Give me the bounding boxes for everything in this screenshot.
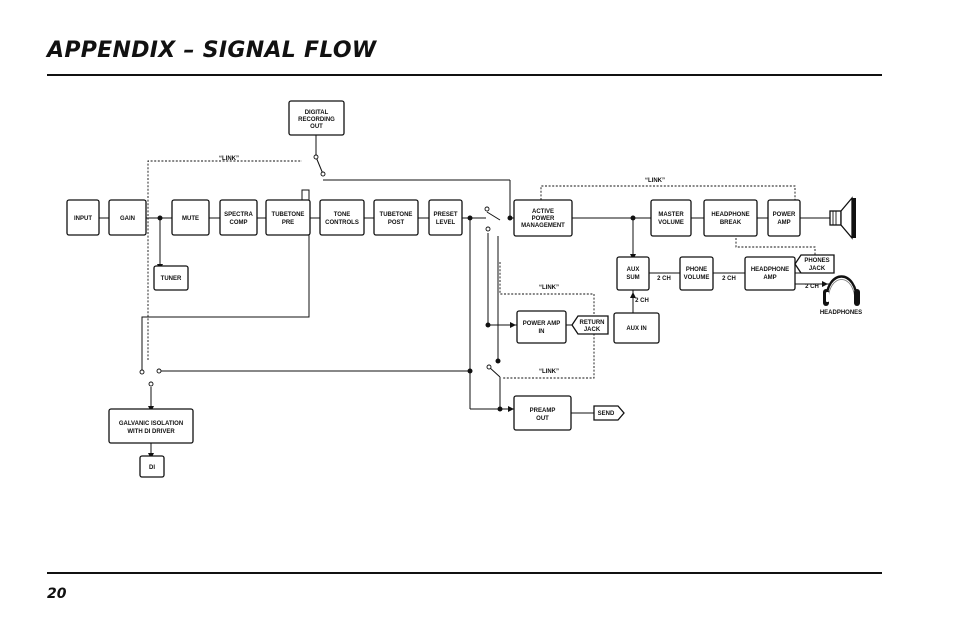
block-headphone-break <box>704 200 757 236</box>
block-tubetone-post-line2: POST <box>387 220 405 226</box>
block-galvanic-isolation-line1: GALVANIC ISOLATION <box>118 421 184 427</box>
block-phone-volume <box>680 257 713 290</box>
block-digital-recording-out <box>289 101 344 135</box>
connector-phones-jack-line2: JACK <box>808 266 826 272</box>
block-di <box>140 456 164 477</box>
block-tubetone-post <box>374 200 418 235</box>
block-digital-recording-out-line3: OUT <box>310 124 323 130</box>
connector-send-label: SEND <box>597 411 615 417</box>
block-power-amp-in-line2: IN <box>538 329 545 335</box>
block-mute-label: MUTE <box>182 216 199 222</box>
block-input-label: INPUT <box>74 216 92 222</box>
block-tuner <box>154 266 188 290</box>
block-di-label: DI <box>149 465 155 471</box>
block-preset-level-line2: LEVEL <box>435 220 456 226</box>
block-spectra-comp-line1: SPECTRA <box>224 212 253 218</box>
block-tone-controls <box>320 200 364 235</box>
block-power-amp-in-line1: POWER AMP <box>522 321 561 327</box>
block-master-volume <box>651 200 691 236</box>
connector-phones-jack <box>795 255 834 273</box>
block-tubetone-pre <box>266 200 310 235</box>
connector-return-jack-line2: JACK <box>583 327 601 333</box>
block-phone-volume-line1: PHONE <box>685 267 708 273</box>
block-preset-level <box>429 200 462 235</box>
block-power-amp <box>768 200 800 236</box>
block-aux-sum <box>617 257 649 290</box>
switch-contacts <box>140 155 491 386</box>
link-label: “LINK” <box>539 369 559 375</box>
block-preamp-out <box>514 396 571 430</box>
block-power-amp-line1: POWER <box>772 212 796 218</box>
block-galvanic-isolation <box>109 409 193 443</box>
block-preset-level-line1: PRESET <box>433 212 458 218</box>
two-ch-label: 2 CH <box>805 284 819 290</box>
block-active-power-management-line1: ACTIVE <box>531 209 555 215</box>
block-tone-controls-line1: TONE <box>333 212 351 218</box>
block-active-power-management <box>514 200 572 236</box>
link-label: “LINK” <box>645 178 665 184</box>
page-number: 20 <box>47 586 67 602</box>
block-digital-recording-out-line2: RECORDING <box>298 117 335 123</box>
block-preamp-out-line2: OUT <box>536 416 549 422</box>
two-ch-label: 2 CH <box>657 276 671 282</box>
block-gain <box>109 200 146 235</box>
block-active-power-management-line2: POWER <box>531 216 555 222</box>
block-tubetone-pre-line1: TUBETONE <box>271 212 305 218</box>
connector-return-jack <box>572 316 608 334</box>
block-spectra-comp-line2: COMP <box>229 220 248 226</box>
block-headphone-amp-line1: HEADPHONE <box>750 267 790 273</box>
block-gain-label: GAIN <box>120 216 135 222</box>
signal-wires <box>94 135 830 456</box>
block-mute <box>172 200 209 235</box>
block-input <box>67 200 99 235</box>
link-label: “LINK” <box>539 285 559 291</box>
block-preamp-out-line1: PREAMP <box>529 408 556 414</box>
two-ch-label: 2 CH <box>722 276 736 282</box>
block-galvanic-isolation-line2: WITH DI DRIVER <box>127 429 175 435</box>
block-aux-sum-line2: SUM <box>626 275 640 281</box>
block-tubetone-pre-line2: PRE <box>281 220 295 226</box>
block-digital-recording-out-line1: DIGITAL <box>304 110 329 116</box>
block-tuner-label: TUNER <box>160 276 182 282</box>
block-power-amp-line2: AMP <box>777 220 791 226</box>
headphones-icon <box>823 277 860 307</box>
block-master-volume-line2: VOLUME <box>658 220 684 226</box>
block-spectra-comp <box>220 200 257 235</box>
block-master-volume-line1: MASTER <box>658 212 684 218</box>
block-aux-sum-line1: AUX <box>626 267 640 273</box>
block-headphone-amp-line2: AMP <box>763 275 777 281</box>
block-phone-volume-line2: VOLUME <box>683 275 710 281</box>
two-ch-label: 2 CH <box>635 298 649 304</box>
link-dashes <box>148 161 815 378</box>
block-headphone-amp <box>745 257 795 290</box>
block-tubetone-post-line1: TUBETONE <box>379 212 413 218</box>
page-title: APPENDIX – SIGNAL FLOW <box>47 38 377 63</box>
block-headphone-break-line1: HEADPHONE <box>711 212 750 218</box>
connector-send <box>594 406 624 420</box>
connector-return-jack-line1: RETURN <box>579 320 605 326</box>
block-active-power-management-line3: MANAGEMENT <box>521 223 565 229</box>
block-headphone-break-line2: BREAK <box>719 220 742 226</box>
block-power-amp-in <box>517 311 566 343</box>
block-aux-in-label: AUX IN <box>626 326 647 332</box>
link-label: “LINK” <box>219 156 239 162</box>
block-tone-controls-line2: CONTROLS <box>325 220 359 226</box>
speaker-icon <box>830 198 856 238</box>
headphones-label: HEADPHONES <box>819 310 863 316</box>
connector-phones-jack-line1: PHONES <box>804 258 830 264</box>
block-aux-in <box>614 313 659 343</box>
